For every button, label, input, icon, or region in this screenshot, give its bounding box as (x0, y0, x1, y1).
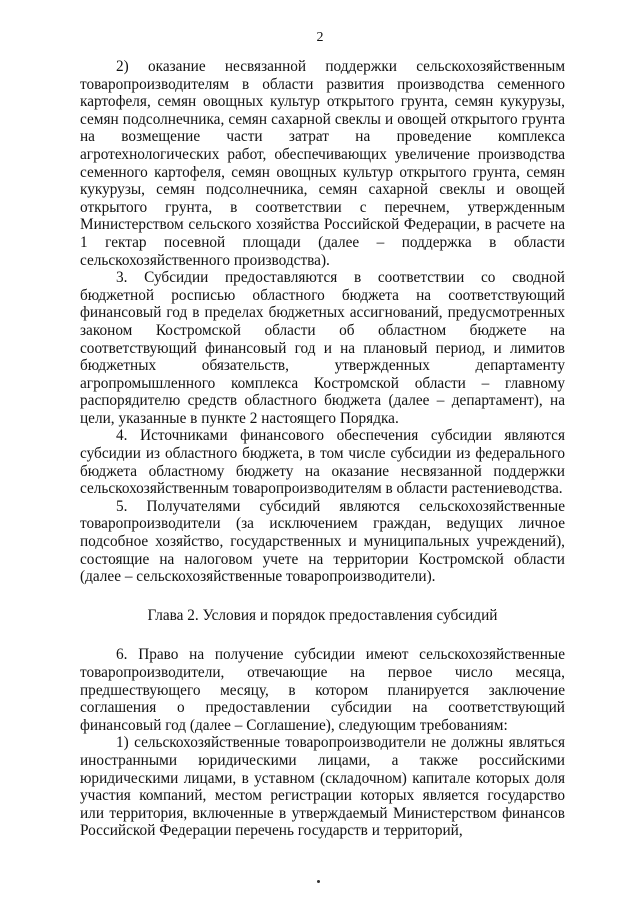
page-dot-mark (317, 880, 320, 883)
page-number: 2 (316, 30, 324, 45)
document-body (80, 58, 565, 840)
paragraph-item-6: 6. Право на получение субсидии имеют сельскохозяйственные товаропроизводители, отвечающие на первое число месяца, предшествующего месяцу, в котором планируется заключение соглашения о предоставлении субсидии на соответствующий финансовый год (далее – Соглашение), следующим требованиям: (80, 646, 565, 734)
chapter-heading: Глава 2. Условия и порядок предоставления субсидий (147, 606, 498, 624)
paragraph-item-2: 2) оказание несвязанной поддержки сельскохозяйственным товаропроизводителям в области развития производства семенного картофеля, семян овощных культур открытого грунта, семян кукурузы, семян подсолнечника, семян сахарной свеклы и овощей открытого грунта на возмещение части затрат на проведение комплекса агротехнологических работ, обеспечивающих увеличение производства семенного картофеля, семян овощных культур открытого грунта, семян кукурузы, семян подсолнечника, семян сахарной свеклы и овощей открытого грунта, в соответствии с перечнем, утвержденным Министерством сельского хозяйства Российской Федерации, в расчете на 1 гектар посевной площади (далее – поддержка в области сельскохозяйственного производства). (80, 58, 565, 269)
paragraph-item-5: 5. Получателями субсидий являются сельскохозяйственные товаропроизводители (за исключением граждан, ведущих личное подсобное хозяйство, государственных и муниципальных учреждений), состоящие на налоговом учете на территории Костромской области (далее – сельскохозяйственные товаропроизводители). (80, 497, 565, 586)
paragraph-item-4: 4. Источниками финансового обеспечения субсидии являются субсидии из областного бюджета, в том числе субсидии из федерального бюджета областному бюджету на оказание несвязанной поддержки сельскохозяйственным товаропроизводителям в области растениеводства. (80, 427, 565, 498)
paragraph-subitem-1: 1) сельскохозяйственные товаропроизводители не должны являться иностранными юридическими лицами, а также российскими юридическими лицами, в уставном (складочном) капитале которых доля участия компаний, местом регистрации которых является государство или территория, включенные в утверждаемый Министерством финансов Российской Федерации перечень государств и территорий, (80, 734, 565, 840)
paragraph-item-3: 3. Субсидии предоставляются в соответствии со сводной бюджетной росписью областного бюджета на соответствующий финансовый год в пределах бюджетных ассигнований, предусмотренных законом Костромской области об областном бюджете на соответствующий финансовый год и на плановый период, и лимитов бюджетных обязательств, утвержденных департаменту агропромышленного комплекса Костромской области – главному распорядителю средств областного бюджета (далее – департамент), на цели, указанные в пункте 2 настоящего Порядка. (80, 269, 565, 427)
